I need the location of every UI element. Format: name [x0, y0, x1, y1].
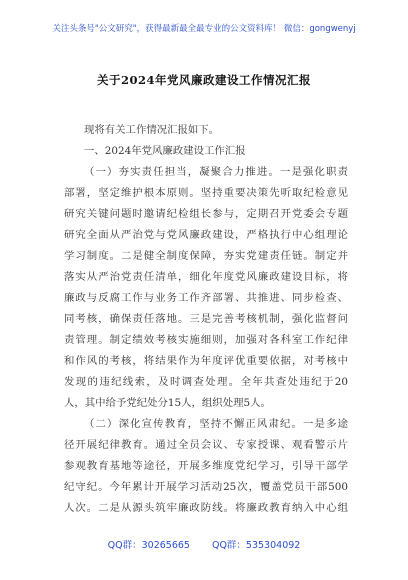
footer-qq-group-1: QQ群：30265665	[107, 540, 190, 551]
document-title: 关于2024年党风廉政建设工作情况汇报	[96, 73, 311, 87]
body-line: （二）深化宣传教育，坚持不懈正风肃纪。一是多途	[84, 418, 348, 430]
header-banner: 关注头条号"公文研究"，获得最新最全最专业的公文资料库！ 微信：gongwenyj	[52, 24, 356, 34]
body-line: 责管理。制定绩效考核实施细则，加强对各科室工作纪律	[64, 334, 348, 346]
footer-qq-group-2: QQ群：535304092	[211, 540, 301, 551]
body-line: 研究全面从严治党与党风廉政建设，严格执行中心组理论	[64, 229, 348, 241]
document-body	[64, 120, 348, 519]
body-line: 现将有关工作情况汇报如下。	[84, 124, 220, 136]
body-line: 纪守纪。今年累计开展学习活动25次，覆盖党员干部500	[64, 481, 348, 493]
body-line: 廉政与反腐工作与业务工作齐部署、共推进、同步检查、	[64, 292, 348, 304]
body-line: 参观教育基地等途径，开展多维度党纪学习，引导干部学	[64, 460, 348, 472]
body-line: 落实从严治党责任清单，细化年度党风廉政建设目标，将	[64, 271, 348, 283]
body-line: 发现的违纪线索，及时调查处理。全年共查处违纪于20	[64, 376, 348, 388]
body-line: 和作风的考核，将结果作为年度评优重要依据，对考核中	[64, 355, 348, 367]
body-line: 径开展纪律教育。通过全员会议、专家授课、观看警示片	[64, 439, 348, 451]
body-line: 人次。二是从源头筑牢廉政防线。将廉政教育纳入中心组	[64, 502, 348, 514]
body-line: 研究关键问题时邀请纪检组长参与，定期召开党委会专题	[64, 208, 348, 220]
body-line: 一、2024年党风廉政建设工作汇报	[84, 145, 246, 157]
body-line: 同考核，确保责任落地。三是完善考核机制，强化监督问	[64, 313, 348, 325]
body-line: （一）夯实责任担当，凝聚合力推进。一是强化职责	[84, 166, 348, 178]
body-line: 人，其中给予党纪处分15人，组织处理5人。	[64, 397, 271, 409]
footer-contact	[0, 537, 408, 551]
body-line: 学习制度。二是健全制度保障，夯实党建责任链。制定并	[64, 250, 348, 262]
body-line: 部署，坚定维护根本原则。坚持重要决策先听取纪检意见	[64, 187, 348, 199]
